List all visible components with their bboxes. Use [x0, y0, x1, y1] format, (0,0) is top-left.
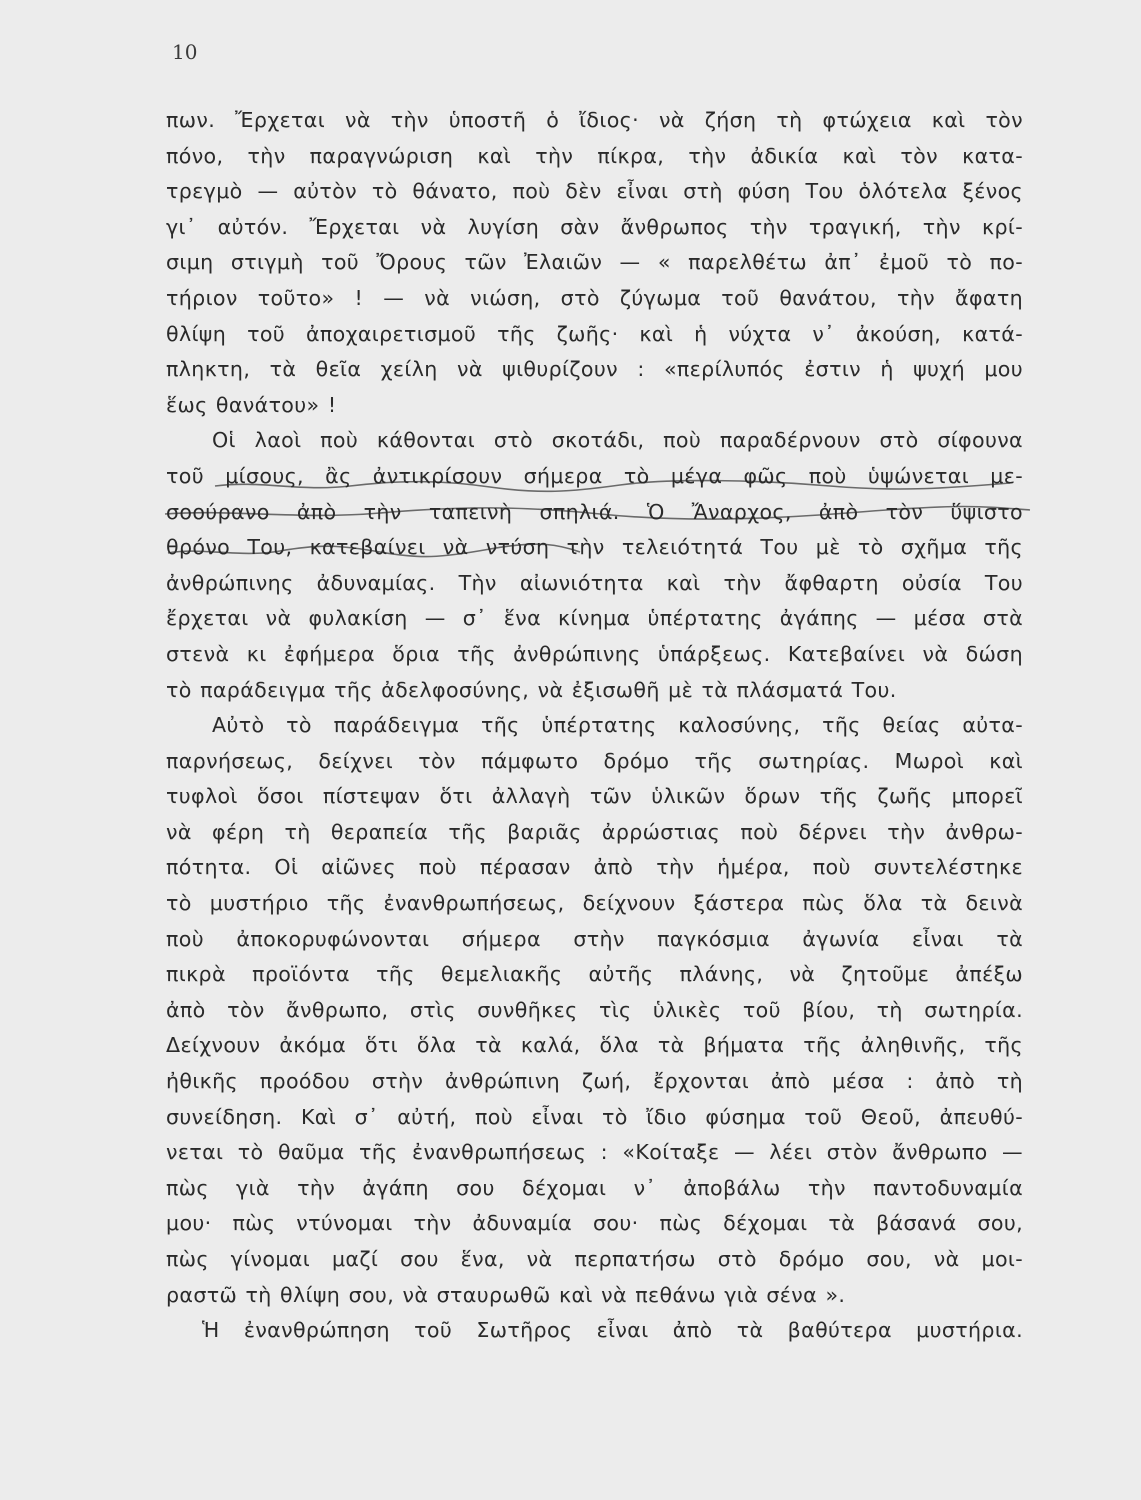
- text-line: τοῦ μίσους, ἂς ἀντικρίσουν σήμερα τὸ μέγα φῶς ποὺ ὑψώνεται με-: [166, 463, 1023, 488]
- body-text: [166, 103, 1023, 1349]
- text-line: πὼς γιὰ τὴν ἀγάπη σου δέχομαι ν᾽ ἀποβάλω τὴν παντοδυναμία: [166, 1175, 1023, 1200]
- text-line: Οἱ λαοὶ ποὺ κάθονται στὸ σκοτάδι, ποὺ παραδέρνουν στὸ σίφουνα: [212, 428, 1023, 453]
- text-line: μου· πὼς ντύνομαι τὴν ἀδυναμία σου· πὼς δέχομαι τὰ βάσανά σου,: [166, 1211, 1023, 1236]
- text-line: ποὺ ἀποκορυφώνονται σήμερα στὴν παγκόσμια ἀγωνία εἶναι τὰ: [166, 926, 1023, 951]
- text-line: θρόνο Του, κατεβαίνει νὰ ντύση τὴν τελειότητά Του μὲ τὸ σχῆμα τῆς: [166, 535, 1023, 560]
- text-line: πὼς γίνομαι μαζί σου ἕνα, νὰ περπατήσω στὸ δρόμο σου, νὰ μοι-: [166, 1247, 1023, 1271]
- text-line: ἀνθρώπινης ἀδυναμίας. Τὴν αἰωνιότητα καὶ τὴν ἄφθαρτη οὐσία Του: [166, 570, 1023, 595]
- text-line: στενὰ κι ἐφήμερα ὅρια τῆς ἀνθρώπινης ὑπάρξεως. Κατεβαίνει νὰ δώση: [166, 641, 1023, 666]
- text-line: συνείδηση. Καὶ σ᾽ αὐτή, ποὺ εἶναι τὸ ἴδιο φύσημα τοῦ Θεοῦ, ἀπευθύ-: [166, 1104, 1023, 1129]
- text-line: τρεγμὸ — αὐτὸν τὸ θάνατο, ποὺ δὲν εἶναι στὴ φύση Του ὁλότελα ξένος: [166, 179, 1023, 204]
- text-line: τυφλοὶ ὅσοι πίστεψαν ὅτι ἀλλαγὴ τῶν ὑλικῶν ὅρων τῆς ζωῆς μπορεῖ: [166, 784, 1023, 809]
- text-line: πων. Ἔρχεται νὰ τὴν ὑποστῆ ὁ ἴδιος· νὰ ζήση τὴ φτώχεια καὶ τὸν: [166, 108, 1023, 132]
- text-line: πόνο, τὴν παραγνώριση καὶ τὴν πίκρα, τὴν ἀδικία καὶ τὸν κατα-: [166, 143, 1023, 168]
- text-line: Ἡ ἐνανθρώπηση τοῦ Σωτῆρος εἶναι ἀπὸ τὰ βαθύτερα μυστήρια.: [202, 1318, 1023, 1343]
- text-line: ἔρχεται νὰ φυλακίση — σ᾽ ἕνα κίνημα ὑπέρτατης ἀγάπης — μέσα στὰ: [166, 606, 1023, 631]
- text-line: γι᾽ αὐτόν. Ἔρχεται νὰ λυγίση σὰν ἄνθρωπος τὴν τραγική, τὴν κρί-: [166, 214, 1023, 239]
- text-line: νὰ φέρη τὴ θεραπεία τῆς βαριᾶς ἀρρώστιας ποὺ δέρνει τὴν ἀνθρω-: [166, 819, 1023, 844]
- text-line: σοούρανο ἀπὸ τὴν ταπεινὴ σπηλιά. Ὁ Ἄναρχος, ἀπὸ τὸν ὕψιστο: [166, 499, 1023, 524]
- text-line: τὸ μυστήριο τῆς ἐνανθρωπήσεως, δείχνουν ξάστερα πὼς ὅλα τὰ δεινὰ: [166, 891, 1023, 916]
- text-line: ἠθικῆς προόδου στὴν ἀνθρώπινη ζωή, ἔρχονται ἀπὸ μέσα : ἀπὸ τὴ: [166, 1069, 1023, 1094]
- text-line: ραστῶ τὴ θλίψη σου, νὰ σταυρωθῶ καὶ νὰ πεθάνω γιὰ σένα ».: [166, 1282, 846, 1307]
- text-line: Αὐτὸ τὸ παράδειγμα τῆς ὑπέρτατης καλοσύνης, τῆς θείας αὐτα-: [212, 713, 1023, 738]
- text-line: νεται τὸ θαῦμα τῆς ἐνανθρωπήσεως : «Κοίταξε — λέει στὸν ἄνθρωπο —: [166, 1140, 1023, 1165]
- text-line: Δείχνουν ἀκόμα ὅτι ὅλα τὰ καλά, ὅλα τὰ βήματα τῆς ἀληθινῆς, τῆς: [166, 1033, 1023, 1058]
- text-line: τὸ παράδειγμα τῆς ἀδελφοσύνης, νὰ ἐξισωθῆ μὲ τὰ πλάσματά Του.: [166, 677, 897, 702]
- text-line: πότητα. Οἱ αἰῶνες ποὺ πέρασαν ἀπὸ τὴν ἡμέρα, ποὺ συντελέστηκε: [166, 855, 1023, 880]
- text-line: θλίψη τοῦ ἀποχαιρετισμοῦ τῆς ζωῆς· καὶ ἡ νύχτα ν᾽ ἀκούση, κατά-: [166, 321, 1023, 346]
- text-line: ἕως θανάτου» !: [166, 392, 337, 417]
- text-line: ἀπὸ τὸν ἄνθρωπο, στὶς συνθῆκες τὶς ὑλικὲς τοῦ βίου, τὴ σωτηρία.: [166, 997, 1023, 1022]
- text-line: πληκτη, τὰ θεῖα χείλη νὰ ψιθυρίζουν : «περίλυπός ἐστιν ἡ ψυχή μου: [166, 357, 1023, 382]
- text-line: τήριον τοῦτο» ! — νὰ νιώση, στὸ ζύγωμα τοῦ θανάτου, τὴν ἄφατη: [166, 285, 1023, 310]
- page-number: 10: [172, 40, 198, 64]
- text-line: πικρὰ προϊόντα τῆς θεμελιακῆς αὐτῆς πλάνης, νὰ ζητοῦμε ἀπέξω: [166, 962, 1023, 987]
- text-line: σιμη στιγμὴ τοῦ Ὄρους τῶν Ἐλαιῶν — « παρελθέτω ἀπ᾽ ἐμοῦ τὸ πο-: [166, 250, 1023, 275]
- text-line: παρνήσεως, δείχνει τὸν πάμφωτο δρόμο τῆς σωτηρίας. Μωροὶ καὶ: [166, 748, 1023, 773]
